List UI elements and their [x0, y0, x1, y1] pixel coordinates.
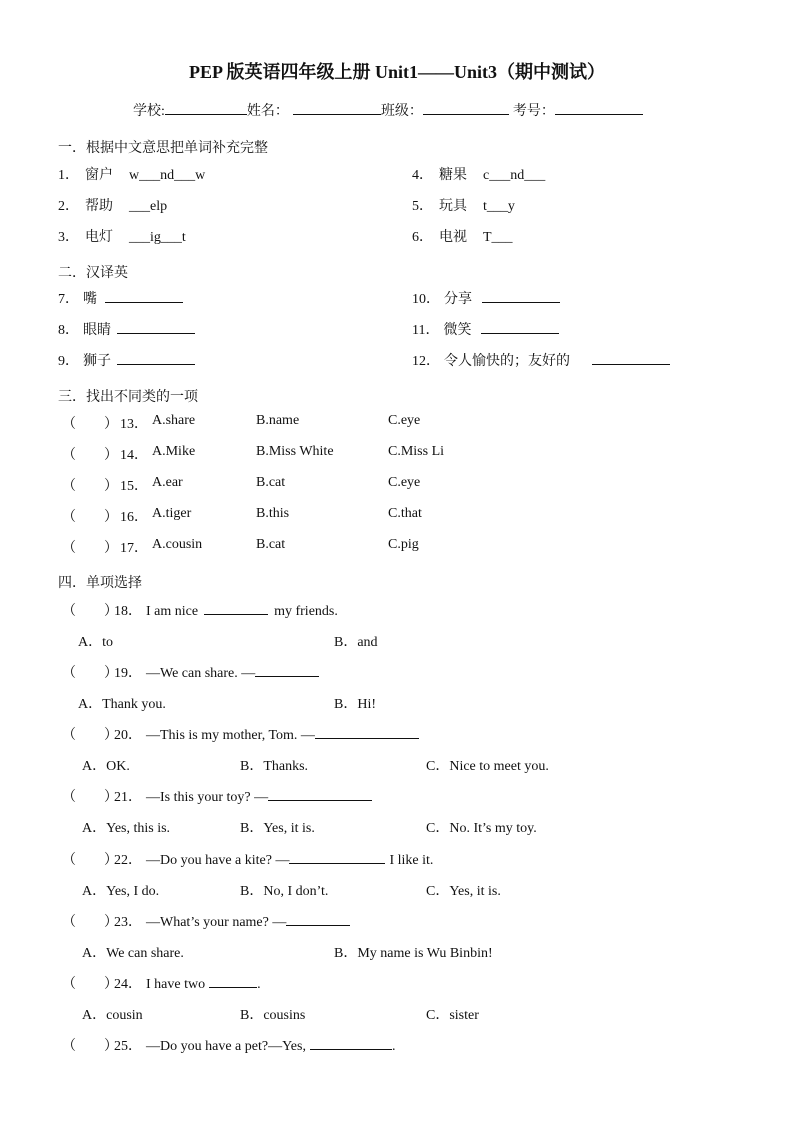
option-c[interactable]: C.Miss Li	[388, 444, 445, 459]
answer-paren[interactable]: （ ）	[62, 977, 118, 992]
odd-one-out-15: （ ） 15． A.ear B.cat C.eye	[62, 475, 421, 494]
answer-blank[interactable]	[289, 851, 385, 864]
translate-item-9: 9． 狮子	[58, 350, 195, 370]
answer-blank[interactable]	[592, 352, 670, 365]
answer-blank[interactable]	[310, 1037, 392, 1050]
option-b[interactable]: B.Miss White	[256, 444, 334, 459]
vocab-blank[interactable]: c___nd___	[483, 168, 546, 183]
answer-blank[interactable]	[268, 788, 372, 801]
question-25: （ ）25． —Do you have a pet?—Yes, .	[62, 1035, 395, 1055]
option-b[interactable]: B.cat	[256, 475, 286, 490]
translate-item-11: 11． 微笑	[412, 319, 559, 339]
option-b[interactable]: B.this	[256, 506, 290, 521]
answer-blank[interactable]	[482, 290, 560, 303]
section-3-heading: 三．找出不同类的一项	[58, 390, 198, 405]
option-a[interactable]: A.ear	[152, 475, 183, 490]
option-a[interactable]: A.share	[152, 413, 196, 428]
answer-blank[interactable]	[204, 602, 268, 615]
school-label: 学校:	[133, 104, 165, 119]
vocab-item-4: 4． 糖果 c___nd___	[412, 168, 546, 183]
vocab-item-6: 6． 电视 T___	[412, 230, 513, 245]
q19-option-b[interactable]: B．Hi!	[334, 697, 376, 712]
answer-paren[interactable]: （ ）	[62, 790, 118, 805]
answer-paren[interactable]: （ ）	[62, 915, 118, 930]
vocab-item-2: 2． 帮助 ___elp	[58, 199, 168, 214]
option-a[interactable]: A.cousin	[152, 537, 203, 552]
section-1-heading: 一．根据中文意思把单词补充完整	[58, 141, 268, 156]
vocab-item-1: 1． 窗户 w___nd___w	[58, 168, 206, 183]
question-23: （ ）23． —What’s your name? —	[62, 911, 350, 931]
q24-option-b[interactable]: B．cousins	[240, 1008, 306, 1023]
option-b[interactable]: B.name	[256, 413, 300, 428]
answer-paren[interactable]: （ ）	[62, 417, 118, 432]
option-c[interactable]: C.that	[388, 506, 422, 521]
answer-paren[interactable]: （ ）	[62, 479, 118, 494]
answer-blank[interactable]	[255, 664, 319, 677]
answer-paren[interactable]: （ ）	[62, 728, 118, 743]
q23-option-b[interactable]: B．My name is Wu Binbin!	[334, 946, 493, 961]
class-label: 班级：	[380, 104, 423, 119]
q21-option-a[interactable]: A．Yes, this is.	[82, 821, 171, 836]
answer-blank[interactable]	[105, 290, 183, 303]
answer-blank[interactable]	[481, 321, 559, 334]
vocab-blank[interactable]: w___nd___w	[129, 168, 206, 183]
vocab-blank[interactable]: T___	[483, 230, 513, 245]
odd-one-out-16: （ ） 16． A.tiger B.this C.that	[62, 506, 422, 525]
page-title: PEP 版英语四年级上册 Unit1——Unit3（期中测试）	[188, 62, 605, 82]
q20-option-a[interactable]: A．OK.	[82, 759, 130, 774]
vocab-item-3: 3． 电灯 ___ig___t	[58, 230, 186, 245]
answer-blank[interactable]	[117, 352, 195, 365]
option-c[interactable]: C.pig	[388, 537, 419, 552]
q18-option-b[interactable]: B．and	[334, 635, 378, 650]
q20-option-b[interactable]: B．Thanks.	[240, 759, 309, 774]
q18-option-a[interactable]: A．to	[78, 635, 113, 650]
question-21: （ ）21． —Is this your toy? —	[62, 786, 372, 806]
vocab-blank[interactable]: ___elp	[129, 199, 168, 214]
option-c[interactable]: C.eye	[388, 475, 421, 490]
vocab-blank[interactable]: t___y	[483, 199, 515, 214]
answer-blank[interactable]	[117, 321, 195, 334]
answer-paren[interactable]: （ ）	[62, 666, 118, 681]
class-blank[interactable]	[423, 100, 509, 115]
option-a[interactable]: A.tiger	[152, 506, 192, 521]
q20-option-c[interactable]: C．Nice to meet you.	[426, 759, 549, 774]
translate-item-8: 8． 眼睛	[58, 319, 195, 339]
q21-option-c[interactable]: C．No. It’s my toy.	[426, 821, 537, 836]
answer-paren[interactable]: （ ）	[62, 448, 118, 463]
q23-option-a[interactable]: A．We can share.	[82, 946, 184, 961]
answer-blank[interactable]	[286, 913, 350, 926]
question-22: （ ）22． —Do you have a kite? — I like it.	[62, 849, 433, 869]
question-18: （ ）18． I am nice my friends.	[62, 600, 338, 620]
translate-item-12: 12． 令人愉快的；友好的	[412, 350, 670, 370]
answer-paren[interactable]: （ ）	[62, 541, 118, 556]
q22-option-b[interactable]: B．No, I don’t.	[240, 884, 329, 899]
answer-paren[interactable]: （ ）	[62, 1039, 118, 1054]
odd-one-out-13: （ ） 13． A.share B.name C.eye	[62, 413, 421, 432]
number-label: 考号：	[512, 104, 555, 119]
question-20: （ ）20． —This is my mother, Tom. —	[62, 724, 419, 744]
section-4-heading: 四．单项选择	[58, 576, 142, 591]
q19-option-a[interactable]: A．Thank you.	[78, 697, 166, 712]
answer-paren[interactable]: （ ）	[62, 853, 118, 868]
vocab-blank[interactable]: ___ig___t	[129, 230, 186, 245]
translate-item-10: 10． 分享	[412, 288, 560, 308]
q21-option-b[interactable]: B．Yes, it is.	[240, 821, 315, 836]
question-19: （ ）19． —We can share. —	[62, 662, 319, 682]
option-a[interactable]: A.Mike	[152, 444, 196, 459]
q24-option-c[interactable]: C．sister	[426, 1008, 479, 1023]
student-info-line	[133, 100, 643, 120]
school-blank[interactable]	[165, 100, 247, 115]
odd-one-out-14: （ ） 14． A.Mike B.Miss White C.Miss Li	[62, 444, 445, 463]
question-24: （ ）24． I have two .	[62, 973, 261, 993]
translate-item-7: 7． 嘴	[58, 288, 183, 308]
option-b[interactable]: B.cat	[256, 537, 286, 552]
answer-blank[interactable]	[315, 726, 419, 739]
option-c[interactable]: C.eye	[388, 413, 421, 428]
vocab-item-5: 5． 玩具 t___y	[412, 199, 515, 214]
section-2-heading: 二．汉译英	[58, 266, 128, 281]
q22-option-a[interactable]: A．Yes, I do.	[82, 884, 160, 899]
q22-option-c[interactable]: C．Yes, it is.	[426, 884, 501, 899]
q24-option-a[interactable]: A．cousin	[82, 1008, 143, 1023]
answer-blank[interactable]	[209, 975, 257, 988]
number-blank[interactable]	[555, 100, 643, 115]
name-label: 姓名：	[246, 104, 289, 119]
odd-one-out-17: （ ） 17． A.cousin B.cat C.pig	[62, 537, 419, 556]
name-blank[interactable]	[293, 100, 381, 115]
answer-paren[interactable]: （ ）	[62, 604, 118, 619]
answer-paren[interactable]: （ ）	[62, 510, 118, 525]
